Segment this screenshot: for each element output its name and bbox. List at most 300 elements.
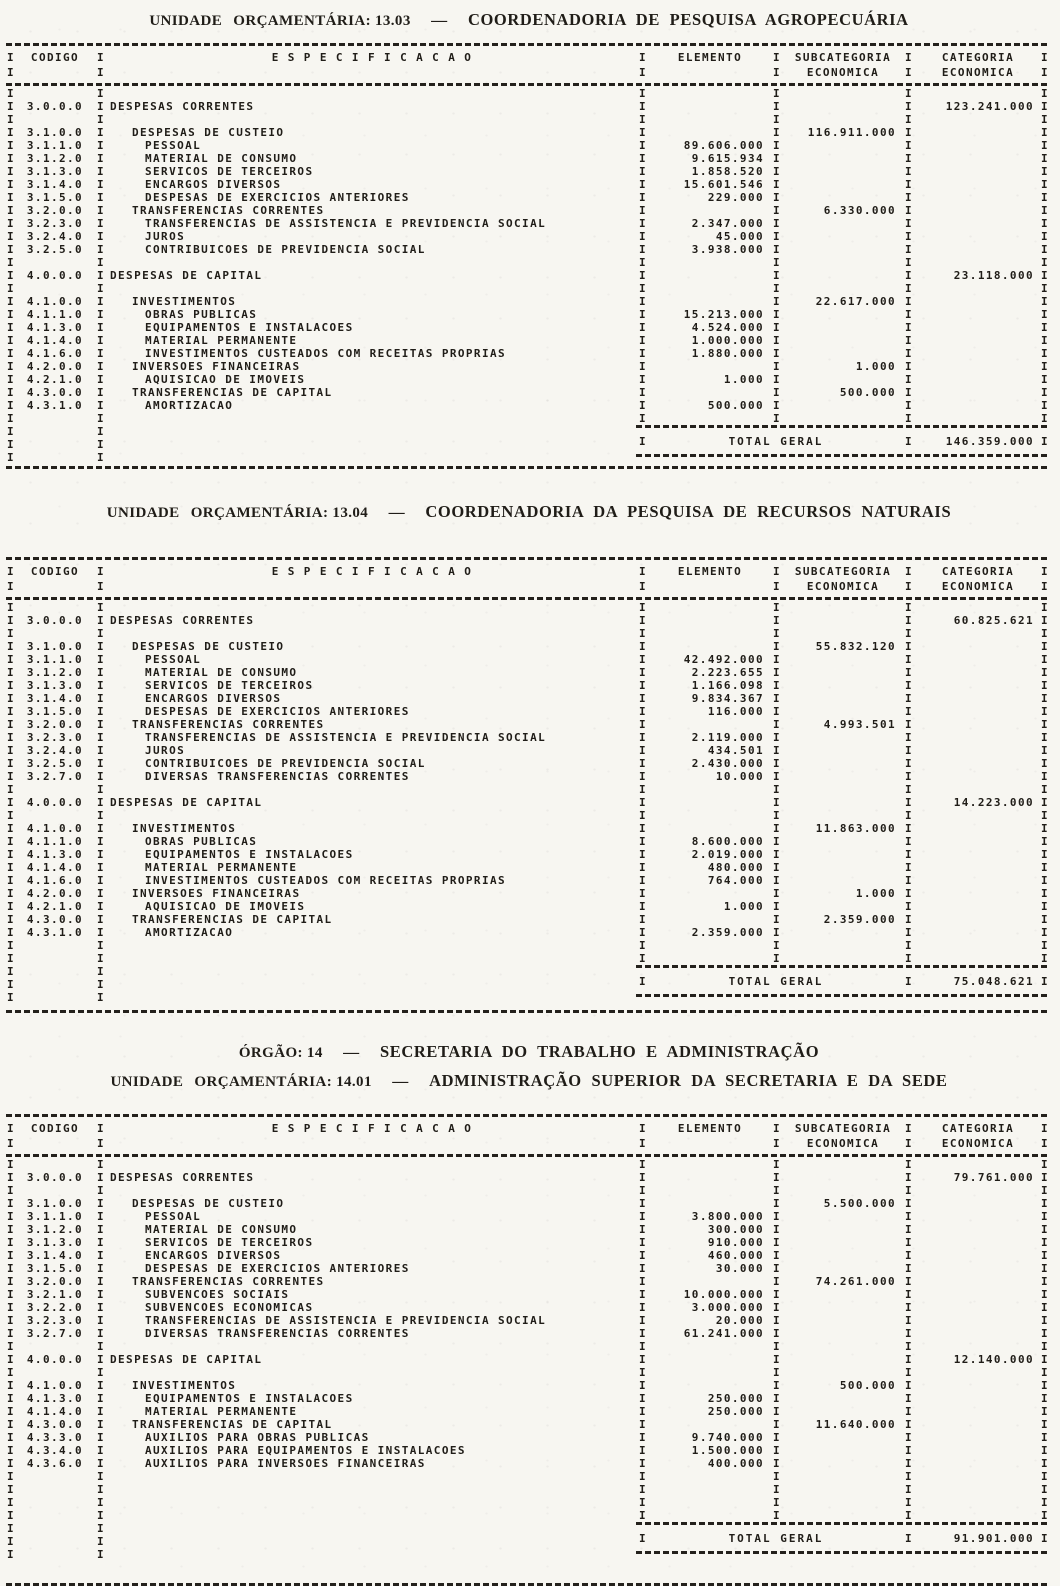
separator-glyph [770, 50, 784, 80]
column-header-especificacao [108, 50, 636, 80]
especificacao-cell [108, 627, 636, 640]
table-body [6, 87, 1050, 425]
categoria-cell [916, 627, 1040, 640]
separator-glyph: I [1040, 256, 1050, 269]
elemento-cell: 229.000 [707, 191, 764, 204]
codigo-cell: 3.2.1.0 [26, 1288, 84, 1301]
separator-glyph: I [904, 1418, 914, 1431]
especificacao-cell [108, 1340, 636, 1353]
table-row [6, 653, 1050, 666]
especificacao-cell [108, 438, 636, 451]
especificacao-cell: CONTRIBUICOES DE PREVIDENCIA SOCIAL [145, 243, 426, 256]
separator-glyph: I [638, 809, 648, 822]
separator-glyph [94, 1121, 108, 1151]
total-zone [6, 1522, 1050, 1561]
separator-glyph: I [772, 770, 782, 783]
codigo-cell [16, 1509, 94, 1522]
elemento-cell [650, 295, 770, 308]
separator-glyph: I [1040, 1431, 1050, 1444]
spacer-row [6, 809, 1050, 822]
especificacao-cell: EQUIPAMENTOS E INSTALACOES [145, 321, 354, 334]
separator-glyph: I [638, 1496, 648, 1509]
separator-glyph: I [904, 952, 914, 965]
separator-glyph: I [96, 1353, 106, 1366]
especificacao-cell: DESPESAS DE CUSTEIO [132, 1197, 285, 1210]
separator-glyph: I [6, 913, 16, 926]
separator-glyph: I [772, 178, 782, 191]
total-label: TOTAL GERAL [728, 1532, 824, 1545]
elemento-cell: 480.000 [707, 861, 764, 874]
categoria-cell [916, 321, 1040, 334]
separator-glyph: I [772, 1122, 782, 1135]
subcategoria-cell [784, 1158, 902, 1171]
separator-glyph: I [1040, 51, 1050, 64]
codigo-cell: 3.2.4.0 [26, 230, 84, 243]
separator-glyph [6, 50, 16, 80]
separator-glyph: I [772, 1275, 782, 1288]
separator-glyph: I [6, 217, 16, 230]
especificacao-cell: OBRAS PUBLICAS [145, 835, 258, 848]
separator-glyph [6, 1121, 16, 1151]
elemento-cell: 2.019.000 [691, 848, 764, 861]
separator-glyph: I [96, 614, 106, 627]
subcategoria-cell [784, 705, 902, 718]
codigo-cell [16, 978, 94, 991]
separator-glyph: I [638, 874, 648, 887]
codigo-cell [16, 991, 94, 1004]
elemento-cell: 250.000 [707, 1392, 764, 1405]
table-row [6, 926, 1050, 939]
separator-glyph [1040, 50, 1050, 80]
separator-glyph: I [1040, 334, 1050, 347]
separator-glyph: I [904, 66, 914, 79]
subcategoria-cell [784, 243, 902, 256]
table-header-row [6, 47, 1050, 82]
separator-glyph: I [638, 435, 648, 448]
dashed-rule-bottom [6, 466, 1050, 469]
table-row [6, 1197, 1050, 1210]
unidade-code: 13.04 [332, 505, 369, 521]
separator-glyph: I [638, 1366, 648, 1379]
separator-glyph: I [904, 1483, 914, 1496]
separator-glyph: I [1040, 975, 1050, 988]
separator-glyph: I [904, 975, 914, 988]
separator-glyph: I [6, 191, 16, 204]
especificacao-cell: DESPESAS DE CUSTEIO [132, 126, 285, 139]
elemento-cell: 1.000.000 [691, 334, 764, 347]
table-row [6, 1314, 1050, 1327]
table-row [6, 705, 1050, 718]
table-row [6, 1288, 1050, 1301]
codigo-cell [16, 1184, 94, 1197]
categoria-cell [916, 165, 1040, 178]
elemento-cell [650, 100, 770, 113]
separator-glyph: I [96, 1210, 106, 1223]
especificacao-cell [108, 1548, 636, 1561]
especificacao-cell [108, 1184, 636, 1197]
separator-glyph: I [96, 705, 106, 718]
table-row [6, 191, 1050, 204]
total-value: 146.359.000 [945, 435, 1034, 448]
column-header-categoria-economica [916, 564, 1040, 594]
categoria-cell [916, 848, 1040, 861]
especificacao-cell: SERVICOS DE TERCEIROS [145, 679, 314, 692]
dashed-rule-header [6, 1154, 1050, 1157]
categoria-cell [916, 1210, 1040, 1223]
separator-glyph: I [772, 1171, 782, 1184]
separator-glyph: I [6, 1444, 16, 1457]
elemento-cell [650, 1496, 770, 1509]
separator-glyph: I [904, 744, 914, 757]
elemento-cell [650, 113, 770, 126]
separator-glyph: I [772, 900, 782, 913]
separator-glyph: I [638, 100, 648, 113]
separator-glyph: I [96, 1379, 106, 1392]
separator-glyph: I [1040, 757, 1050, 770]
categoria-cell [916, 1249, 1040, 1262]
table-row [6, 796, 1050, 809]
subcategoria-cell: 11.640.000 [815, 1418, 896, 1431]
subcategoria-cell [784, 731, 902, 744]
separator-glyph: I [96, 334, 106, 347]
separator-glyph: I [6, 308, 16, 321]
especificacao-cell: DIVERSAS TRANSFERENCIAS CORRENTES [145, 1327, 410, 1340]
separator-glyph: I [6, 1470, 16, 1483]
elemento-cell: 1.500.000 [691, 1444, 764, 1457]
separator-glyph: I [772, 334, 782, 347]
separator-glyph: I [904, 256, 914, 269]
codigo-cell: 3.1.2.0 [26, 1223, 84, 1236]
subcategoria-cell [784, 692, 902, 705]
subcategoria-cell [784, 770, 902, 783]
separator-glyph: I [96, 1184, 106, 1197]
separator-glyph: I [638, 113, 648, 126]
elemento-cell [650, 386, 770, 399]
spacer-row [6, 87, 1050, 100]
separator-glyph: I [6, 926, 16, 939]
dashed-rule-total-bottom [636, 1551, 1050, 1554]
dashed-rule-bottom [6, 1010, 1050, 1013]
separator-glyph: I [6, 1262, 16, 1275]
separator-glyph [1040, 1121, 1050, 1151]
separator-glyph: I [6, 1548, 16, 1561]
subcategoria-cell [784, 308, 902, 321]
separator-glyph: I [6, 230, 16, 243]
codigo-cell: 4.2.0.0 [26, 360, 84, 373]
table-row [6, 269, 1050, 282]
separator-glyph: I [638, 1509, 648, 1522]
especificacao-cell: DESPESAS DE CAPITAL [110, 269, 263, 282]
separator-glyph: I [96, 373, 106, 386]
table-row [6, 386, 1050, 399]
separator-glyph: I [6, 165, 16, 178]
separator-glyph: I [96, 679, 106, 692]
categoria-cell [916, 1340, 1040, 1353]
categoria-cell [916, 1405, 1040, 1418]
separator-glyph: I [6, 666, 16, 679]
separator-glyph: I [772, 230, 782, 243]
categoria-cell [916, 952, 1040, 965]
elemento-cell: 2.347.000 [691, 217, 764, 230]
separator-glyph: I [1040, 435, 1050, 448]
separator-glyph: I [1040, 822, 1050, 835]
categoria-cell [916, 718, 1040, 731]
separator-glyph: I [638, 165, 648, 178]
especificacao-cell: OBRAS PUBLICAS [145, 308, 258, 321]
separator-glyph: I [1040, 321, 1050, 334]
separator-glyph: I [904, 1223, 914, 1236]
codigo-cell [16, 1483, 94, 1496]
especificacao-cell: DESPESAS CORRENTES [110, 100, 255, 113]
separator-glyph: I [772, 217, 782, 230]
categoria-cell: 123.241.000 [945, 100, 1034, 113]
subcategoria-cell [784, 321, 902, 334]
categoria-cell [916, 113, 1040, 126]
subcategoria-cell: 6.330.000 [823, 204, 896, 217]
separator-glyph: I [904, 1496, 914, 1509]
separator-glyph: I [6, 1184, 16, 1197]
column-header-elemento [650, 1121, 770, 1151]
elemento-cell: 20.000 [715, 1314, 764, 1327]
codigo-cell: 3.1.3.0 [26, 1236, 84, 1249]
separator-glyph: I [6, 1509, 16, 1522]
separator-glyph: I [96, 217, 106, 230]
separator-glyph: I [638, 913, 648, 926]
elemento-cell [650, 1483, 770, 1496]
separator-glyph: I [772, 809, 782, 822]
separator-glyph: I [1040, 139, 1050, 152]
categoria-cell [916, 1262, 1040, 1275]
separator-glyph: I [96, 796, 106, 809]
categoria-cell [916, 360, 1040, 373]
separator-glyph: I [904, 1197, 914, 1210]
separator-glyph: I [1040, 770, 1050, 783]
separator-glyph: I [772, 269, 782, 282]
separator-glyph: I [638, 614, 648, 627]
separator-glyph: I [1040, 1262, 1050, 1275]
elemento-cell: 9.740.000 [691, 1431, 764, 1444]
separator-glyph: I [638, 822, 648, 835]
separator-glyph: I [96, 1327, 106, 1340]
subcategoria-cell: 11.863.000 [815, 822, 896, 835]
codigo-cell: 3.2.5.0 [26, 243, 84, 256]
elemento-cell: 9.615.934 [691, 152, 764, 165]
dashed-rule-top [6, 557, 1050, 560]
separator-glyph: I [772, 796, 782, 809]
table-row [6, 1327, 1050, 1340]
separator-glyph: I [772, 952, 782, 965]
separator-glyph: I [96, 308, 106, 321]
column-header-codigo [16, 564, 94, 594]
table-row [6, 718, 1050, 731]
section-heading [6, 10, 1052, 30]
categoria-cell: 12.140.000 [953, 1353, 1034, 1366]
table-body [6, 1158, 1050, 1522]
separator-glyph: I [1040, 653, 1050, 666]
separator-glyph: I [6, 126, 16, 139]
especificacao-cell: INVESTIMENTOS [132, 822, 237, 835]
separator-glyph: I [772, 744, 782, 757]
table-header-row [6, 1118, 1050, 1153]
codigo-cell: 4.2.0.0 [26, 887, 84, 900]
separator-glyph: I [1040, 565, 1050, 578]
separator-glyph: I [1040, 809, 1050, 822]
separator-glyph: I [6, 965, 16, 978]
separator-glyph: I [6, 614, 16, 627]
separator-glyph: I [6, 1366, 16, 1379]
separator-glyph: I [638, 1418, 648, 1431]
table-row [6, 139, 1050, 152]
table-row [6, 1431, 1050, 1444]
categoria-cell [916, 835, 1040, 848]
elemento-cell: 1.000 [723, 900, 764, 913]
separator-glyph: I [904, 126, 914, 139]
separator-glyph [770, 1121, 784, 1151]
codigo-cell: 3.2.0.0 [26, 718, 84, 731]
header-line: ECONOMICA [806, 66, 880, 79]
separator-glyph: I [904, 653, 914, 666]
table-row [6, 874, 1050, 887]
elemento-cell: 61.241.000 [683, 1327, 764, 1340]
elemento-cell: 400.000 [707, 1457, 764, 1470]
separator-glyph: I [638, 627, 648, 640]
subcategoria-cell [784, 373, 902, 386]
separator-glyph: I [6, 757, 16, 770]
separator-glyph: I [772, 51, 782, 64]
column-header-categoria-economica [916, 1121, 1040, 1151]
separator-glyph: I [772, 580, 782, 593]
separator-glyph: I [1040, 66, 1050, 79]
separator-glyph: I [638, 256, 648, 269]
especificacao-cell: AUXILIOS PARA INVERSOES FINANCEIRAS [145, 1457, 426, 1470]
codigo-cell [16, 113, 94, 126]
separator-glyph: I [904, 580, 914, 593]
elemento-cell: 10.000.000 [683, 1288, 764, 1301]
separator-glyph: I [772, 113, 782, 126]
separator-glyph: I [904, 822, 914, 835]
codigo-cell: 3.1.5.0 [26, 1262, 84, 1275]
table-row [6, 835, 1050, 848]
elemento-cell [650, 822, 770, 835]
separator-glyph: I [904, 152, 914, 165]
table-row [6, 1353, 1050, 1366]
spacer-row [6, 113, 1050, 126]
codigo-cell: 3.1.5.0 [26, 191, 84, 204]
separator-glyph: I [638, 1379, 648, 1392]
separator-glyph: I [638, 1288, 648, 1301]
especificacao-cell: ENCARGOS DIVERSOS [145, 1249, 282, 1262]
elemento-cell [650, 204, 770, 217]
codigo-cell: 3.1.4.0 [26, 692, 84, 705]
separator-glyph: I [6, 939, 16, 952]
separator-glyph: I [96, 1137, 106, 1150]
separator-glyph: I [772, 1392, 782, 1405]
especificacao-cell: AMORTIZACAO [145, 926, 234, 939]
categoria-cell [916, 386, 1040, 399]
separator-glyph: I [904, 412, 914, 425]
subcategoria-cell: 4.993.501 [823, 718, 896, 731]
separator-glyph: I [638, 412, 648, 425]
separator-glyph: I [96, 965, 106, 978]
codigo-cell: 4.3.1.0 [26, 926, 84, 939]
subcategoria-cell [784, 1223, 902, 1236]
categoria-cell [916, 282, 1040, 295]
codigo-cell: 4.1.3.0 [26, 1392, 84, 1405]
separator-glyph: I [772, 692, 782, 705]
table-row [6, 243, 1050, 256]
elemento-cell [650, 796, 770, 809]
separator-glyph: I [6, 399, 16, 412]
separator-glyph: I [96, 165, 106, 178]
total-value: 91.901.000 [953, 1532, 1034, 1545]
categoria-cell [916, 874, 1040, 887]
header-line: E S P E C I F I C A C A O [271, 51, 473, 64]
separator-glyph: I [1040, 217, 1050, 230]
separator-glyph: I [772, 139, 782, 152]
separator-glyph: I [904, 939, 914, 952]
separator-glyph: I [638, 1340, 648, 1353]
categoria-cell [916, 1301, 1040, 1314]
codigo-cell: 4.0.0.0 [26, 1353, 84, 1366]
separator-glyph: I [904, 796, 914, 809]
categoria-cell [916, 679, 1040, 692]
separator-glyph: I [96, 939, 106, 952]
separator-glyph: I [6, 269, 16, 282]
separator-glyph: I [904, 1444, 914, 1457]
subcategoria-cell [784, 848, 902, 861]
spacer-row [6, 1184, 1050, 1197]
table-row [6, 900, 1050, 913]
categoria-cell [916, 126, 1040, 139]
elemento-cell: 4.524.000 [691, 321, 764, 334]
separator-glyph: I [904, 770, 914, 783]
column-header-codigo [16, 1121, 94, 1151]
table-row [6, 861, 1050, 874]
codigo-cell: 3.1.3.0 [26, 165, 84, 178]
especificacao-cell: TRANSFERENCIAS DE ASSISTENCIA E PREVIDENCIA SOCIAL [145, 731, 547, 744]
spacer-row [6, 1522, 636, 1535]
separator-glyph: I [772, 1353, 782, 1366]
codigo-cell [16, 601, 94, 614]
separator-glyph: I [96, 1122, 106, 1135]
especificacao-cell: AQUISICAO DE IMOVEIS [145, 373, 306, 386]
spacer-row [6, 939, 1050, 952]
especificacao-cell: MATERIAL PERMANENTE [145, 861, 298, 874]
separator-glyph: I [638, 718, 648, 731]
table-header-row [6, 561, 1050, 596]
separator-glyph: I [638, 1223, 648, 1236]
subcategoria-cell [784, 1184, 902, 1197]
table-row [6, 1392, 1050, 1405]
separator-glyph: I [904, 848, 914, 861]
separator-glyph: I [772, 1470, 782, 1483]
separator-glyph: I [1040, 679, 1050, 692]
separator-glyph: I [638, 399, 648, 412]
subcategoria-cell [784, 926, 902, 939]
separator-glyph: I [1040, 1457, 1050, 1470]
categoria-cell [916, 295, 1040, 308]
separator-glyph: I [96, 178, 106, 191]
codigo-cell: 3.2.3.0 [26, 217, 84, 230]
categoria-cell [916, 230, 1040, 243]
subcategoria-cell [784, 178, 902, 191]
separator-glyph: I [904, 113, 914, 126]
separator-glyph: I [1040, 1509, 1050, 1522]
categoria-cell [916, 900, 1040, 913]
codigo-cell: 3.1.0.0 [26, 640, 84, 653]
separator-glyph: I [904, 295, 914, 308]
subcategoria-cell [784, 1301, 902, 1314]
